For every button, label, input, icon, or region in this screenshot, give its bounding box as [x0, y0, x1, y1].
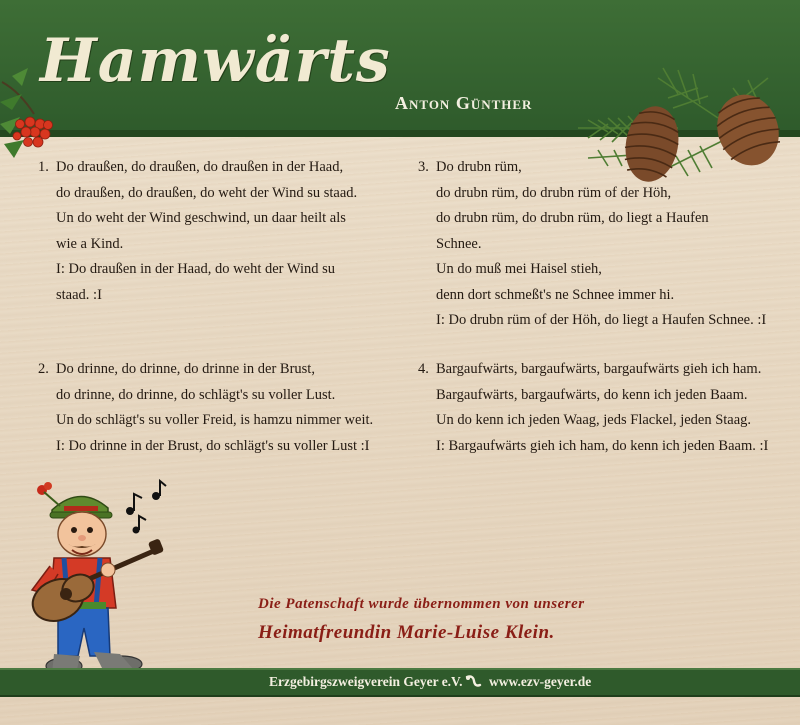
verse-line: I: Do drubn rüm of der Höh, do liegt a Haufen Schnee. :I: [436, 312, 767, 328]
verse-line: Do drinne, do drinne, do drinne in der Brust,: [56, 361, 315, 377]
verse-line: Un do muß mei Haisel stieh,: [436, 261, 602, 277]
verse-line: I: Do draußen in der Haad, do weht der Wind su: [56, 261, 336, 277]
verse-line: do drinne, do drinne, do schlägt's su voller Lust.: [56, 386, 336, 403]
verse-line: Bargaufwärts, bargaufwärts, bargaufwärts gieh ich ham.: [436, 361, 762, 377]
music-notes-icon: [126, 481, 166, 534]
verse-line: staad. :I: [56, 286, 102, 303]
verse-line: do drubn rüm, do drubn rüm of der Höh,: [436, 184, 672, 201]
verse-line: wie a Kind.: [56, 235, 124, 252]
sponsor-name: Heimatfreundin Marie-Luise Klein.: [258, 622, 555, 643]
website-link[interactable]: www.ezv-geyer.de: [489, 674, 592, 689]
footer-band: [0, 668, 800, 697]
verse-line: Do drubn rüm,: [436, 159, 522, 175]
ezv-logo-icon: [464, 673, 482, 691]
verse-4: [418, 357, 778, 467]
verse-line: do draußen, do draußen, do weht der Wind su staad.: [56, 184, 358, 201]
verse-3: [418, 155, 778, 335]
verse-line: Schnee.: [436, 235, 482, 252]
song-title: Hamwärts: [40, 26, 391, 96]
song-author: Anton Günther: [395, 93, 533, 113]
verse-number: 4.: [418, 361, 429, 377]
verse-number: 1.: [38, 159, 49, 175]
verse-line: denn dort schmeßt's ne Schnee immer hi.: [436, 286, 675, 303]
verse-1: [38, 155, 398, 315]
organization-name: Erzgebirgszweigverein Geyer e.V.: [269, 674, 463, 689]
verse-line: I: Do drinne in der Brust, do schlägt's su voller Lust :I: [56, 437, 370, 454]
verse-line: Bargaufwärts, bargaufwärts, do kenn ich jeden Baam.: [436, 386, 748, 403]
verse-line: do drubn rüm, do drubn rüm, do liegt a Haufen: [436, 210, 709, 226]
verse-line: Do draußen, do draußen, do draußen in der Haad,: [56, 159, 344, 175]
verse-number: 3.: [418, 159, 429, 175]
verse-2: [38, 357, 398, 467]
verse-number: 2.: [38, 361, 49, 377]
verse-line: I: Bargaufwärts gieh ich ham, do kenn ich jeden Baam. :I: [436, 437, 769, 454]
verse-line: Un do kenn ich jeden Waag, jeds Flackel, jeden Staag.: [436, 412, 752, 428]
verse-line: Un do weht der Wind geschwind, un daar heilt als: [56, 210, 346, 226]
sponsorship-note: Die Patenschaft wurde übernommen von unserer: [258, 596, 585, 612]
guitar-player-illustration: [24, 478, 174, 690]
verse-line: Un do schlägt's su voller Freid, is hamzu nimmer weit.: [56, 412, 374, 428]
